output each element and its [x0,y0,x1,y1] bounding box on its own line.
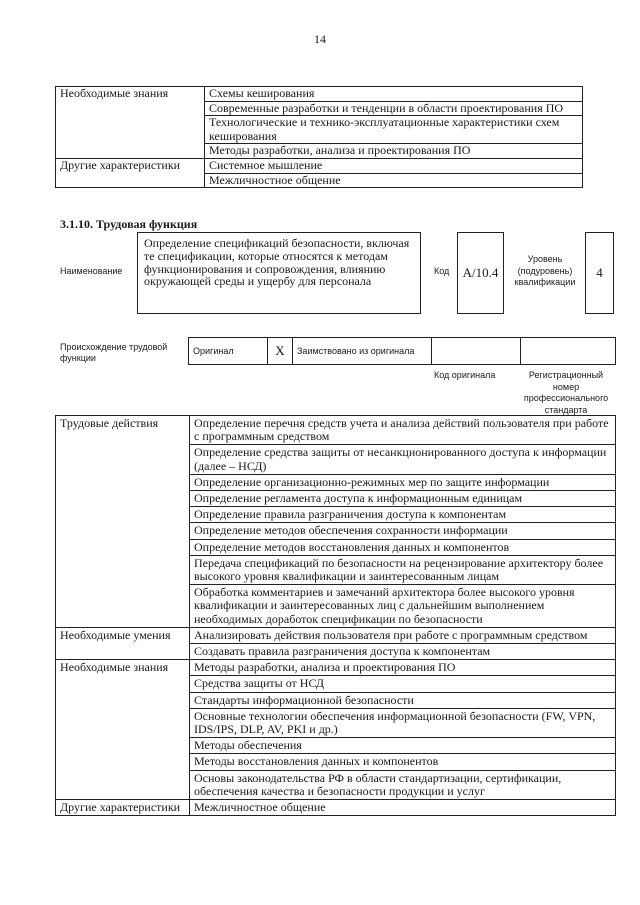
row-category: Необходимые умения [56,627,190,659]
row-category: Другие характеристики [56,158,205,187]
reg-number-cell [521,338,616,365]
level-label: Уровень (подуровень) квалификации [514,254,576,287]
naming-label: Наименование [60,266,123,276]
row-value: Определение методов восстановления данных и компонентов [190,539,616,555]
row-value: Современные разработки и тенденции в области проектирования ПО [205,101,583,116]
code-original-cell [432,338,521,365]
function-details-table [55,415,616,816]
level-value-box: 4 [585,232,614,314]
row-value: Межличностное общение [190,800,616,816]
page-number: 14 [314,32,326,46]
row-value: Определение средства защиты от несанкционированного доступа к информации (далее – НСД) [190,445,616,474]
reg-number-label: Регистрационный номер профессионального стандарта [523,370,609,415]
row-value: Основные технологии обеспечения информационной безопасности (FW, VPN, IDS/IPS, DLP, AV, PKI и др.) [190,708,616,737]
row-value: Определение методов обеспечения сохранности информации [190,523,616,539]
code-value-box: A/10.4 [457,232,504,314]
row-value: Методы разработки, анализа и проектирования ПО [190,660,616,676]
code-original-label: Код оригинала [434,370,496,380]
table-row [56,660,616,676]
code-label: Код [434,266,450,276]
row-value: Методы разработки, анализа и проектирования ПО [205,144,583,159]
borrowed-label: Заимствовано из оригинала [293,338,432,365]
row-value: Передача спецификаций по безопасности на рецензирование архитектору более высокого уровня квалификации и заинтересованным лицам [190,555,616,584]
row-value: Определение правила разграничения доступа к компонентам [190,507,616,523]
row-value: Стандарты информационной безопасности [190,692,616,708]
row-value: Методы восстановления данных и компонентов [190,754,616,770]
row-category: Трудовые действия [56,416,190,628]
table-row [56,800,616,816]
knowledge-table-continued [55,86,583,188]
row-category: Другие характеристики [56,800,190,816]
table-row [56,627,616,643]
row-category: Необходимые знания [56,660,190,800]
row-value: Определение организационно-режимных мер по защите информации [190,474,616,490]
row-value: Обработка комментариев и замечаний архитектора более высокого уровня квалификации и заинтересованных лиц с дальнейшим выполнением необходимых доработок спецификации по безопасности [190,585,616,628]
original-label: Оригинал [189,338,268,365]
row-value: Технологические и технико-эксплуатационные характеристики схем кеширования [205,116,583,144]
row-category: Необходимые знания [56,87,205,159]
row-value: Средства защиты от НСД [190,676,616,692]
table-row [56,416,616,445]
row-value: Межличностное общение [205,173,583,188]
row-value: Создавать правила разграничения доступа к компонентам [190,644,616,660]
row-value: Схемы кеширования [205,87,583,102]
section-title: 3.1.10. Трудовая функция [60,217,198,231]
origin-label: Происхождение трудовой функции [60,342,168,363]
row-value: Методы обеспечения [190,738,616,754]
table-row [56,158,583,173]
row-value: Определение перечня средств учета и анализа действий пользователя при работе с программным средством [190,416,616,445]
function-name-box: Определение спецификаций безопасности, включая те спецификации, которые относятся к методам функционирования и сопровождения, влиянию окружающей среды и ущербу для персонала [137,232,421,314]
row-value: Анализировать действия пользователя при работе с программным средством [190,627,616,643]
table-row [56,87,583,102]
original-mark: X [268,338,293,365]
row-value: Определение регламента доступа к информационным единицам [190,491,616,507]
row-value: Системное мышление [205,158,583,173]
row-value: Основы законодательства РФ в области стандартизации, сертификации, обеспечения качества и безопасности продукции и услуг [190,770,616,799]
origin-table [188,337,616,365]
